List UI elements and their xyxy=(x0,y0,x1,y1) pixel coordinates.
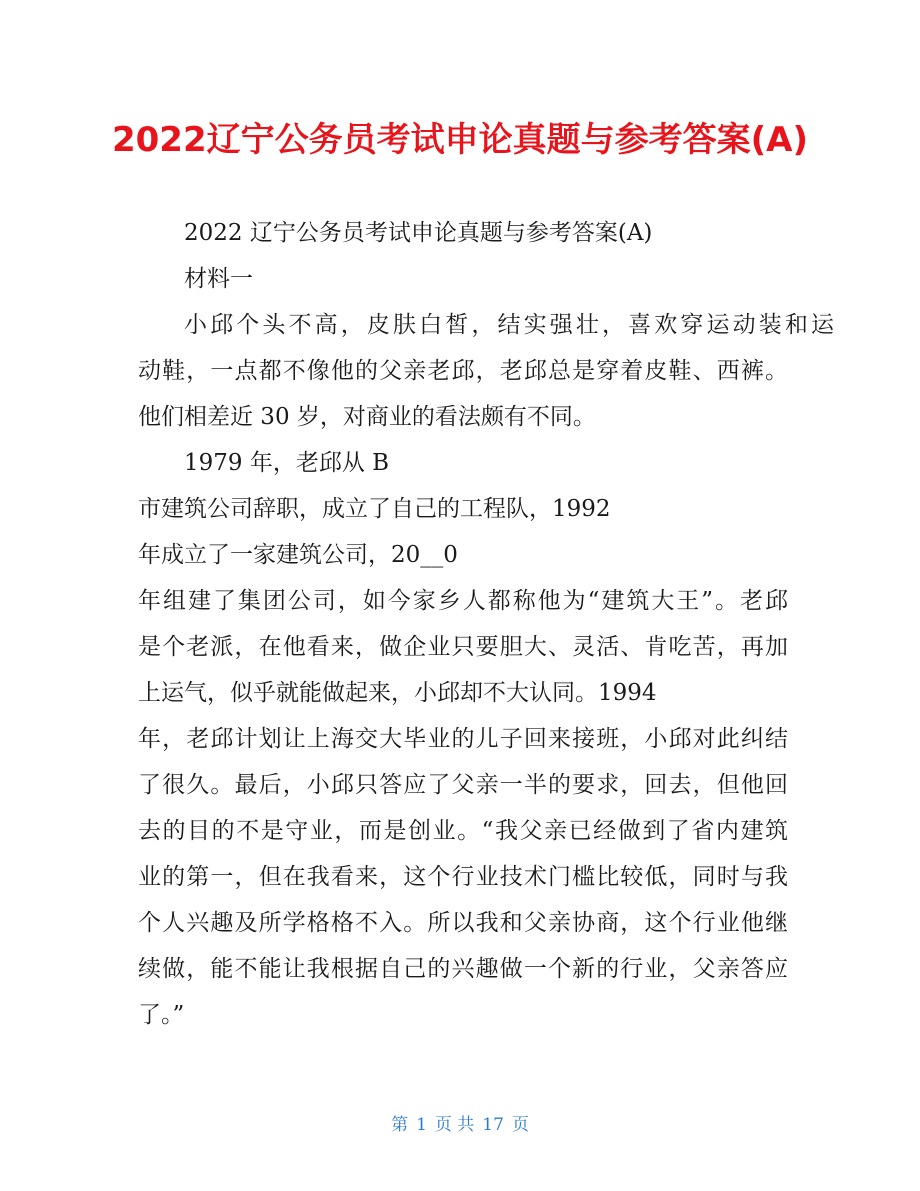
body-line-section-heading: 材料一 xyxy=(184,266,253,292)
body-line: 了很久。最后，小邱只答应了父亲一半的要求，回去，但他回 xyxy=(138,772,788,798)
body-line: 年，老邱计划让上海交大毕业的儿子回来接班，小邱对此纠结 xyxy=(138,726,788,752)
document-title: 2022辽宁公务员考试申论真题与参考答案(A) xyxy=(111,120,809,160)
body-line-subtitle: 2022 辽宁公务员考试申论真题与参考答案(A) xyxy=(184,220,653,246)
footer-total-pages: 17 xyxy=(482,1115,504,1135)
body-line: 个人兴趣及所学格格不入。所以我和父亲协商，这个行业他继 xyxy=(138,910,788,936)
body-line: 1979 年，老邱从 B xyxy=(184,450,390,476)
body-line: 他们相差近 30 岁，对商业的看法颇有不同。 xyxy=(138,404,596,430)
body-line: 市建筑公司辞职，成立了自己的工程队，1992 xyxy=(138,496,611,522)
body-line: 动鞋，一点都不像他的父亲老邱，老邱总是穿着皮鞋、西裤。 xyxy=(138,358,788,384)
footer-prefix: 第 xyxy=(391,1115,409,1135)
body-line: 了。” xyxy=(138,1002,185,1028)
body-line: 小邱个头不高，皮肤白皙，结实强壮，喜欢穿运动装和运 xyxy=(184,312,834,338)
body-line: 续做，能不能让我根据自己的兴趣做一个新的行业，父亲答应 xyxy=(138,956,788,982)
body-line: 业的第一，但在我看来，这个行业技术门槛比较低，同时与我 xyxy=(138,864,788,890)
page-footer xyxy=(0,1112,920,1138)
footer-mid: 页 共 xyxy=(434,1115,475,1135)
body-line: 是个老派，在他看来，做企业只要胆大、灵活、肯吃苦，再加 xyxy=(138,634,788,660)
document-body xyxy=(138,210,834,1038)
body-line: 去的目的不是守业，而是创业。“我父亲已经做到了省内建筑 xyxy=(138,818,788,844)
body-line: 上运气，似乎就能做起来，小邱却不大认同。1994 xyxy=(138,680,657,706)
body-line: 年组建了集团公司，如今家乡人都称他为“建筑大王”。老邱 xyxy=(138,588,788,614)
body-line: 年成立了一家建筑公司，20__0 xyxy=(138,542,458,568)
footer-page-number: 1 xyxy=(416,1115,427,1135)
footer-suffix: 页 xyxy=(511,1115,529,1135)
